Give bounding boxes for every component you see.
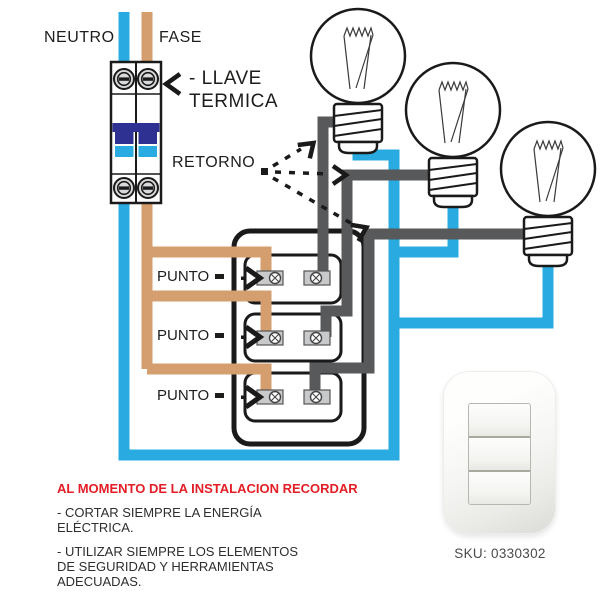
llave-arrow-left-icon [166,74,180,94]
llave-termica-line1: - LLAVE [189,68,262,89]
punto-label-1 [157,268,224,285]
retorno-target-arrow-icon [298,136,320,158]
light-bulb-3 [501,122,595,266]
installation-warning [57,481,357,589]
llave-termica-label [189,67,278,113]
light-bulb-2 [406,63,500,207]
switch-rockers [468,403,531,505]
punto-label-text: PUNTO [157,268,210,285]
circuit-breaker [111,62,161,203]
punto-label-2 [157,327,224,344]
sku-label: SKU: 0330302 [454,546,546,561]
retorno-label-dash [261,168,268,175]
fase-label: FASE [159,29,202,46]
retorno-label: RETORNO [172,154,256,171]
rocker-switch-1 [469,404,530,438]
neutro-label: NEUTRO [44,29,115,46]
switch-plate-photo [443,371,556,534]
rocker-switch-2 [469,438,530,472]
punto-label-text: PUNTO [157,327,210,344]
warning-title: AL MOMENTO DE LA INSTALACION RECORDAR [57,481,358,496]
rocker-switch-3 [469,472,530,504]
punto-label-3 [157,387,224,404]
punto-label-text: PUNTO [157,387,210,404]
llave-termica-line2: TERMICA [189,91,278,112]
warning-item-1: - CORTAR SIEMPRE LA ENERGÍA ELÉCTRICA. [57,505,261,535]
punto-dash [215,274,224,279]
warning-item-2: - UTILIZAR SIEMPRE LOS ELEMENTOS DE SEGURIDAD Y HERRAMIENTAS ADECUADAS. [57,544,299,589]
punto-dash [215,393,224,398]
punto-dash [215,333,224,338]
